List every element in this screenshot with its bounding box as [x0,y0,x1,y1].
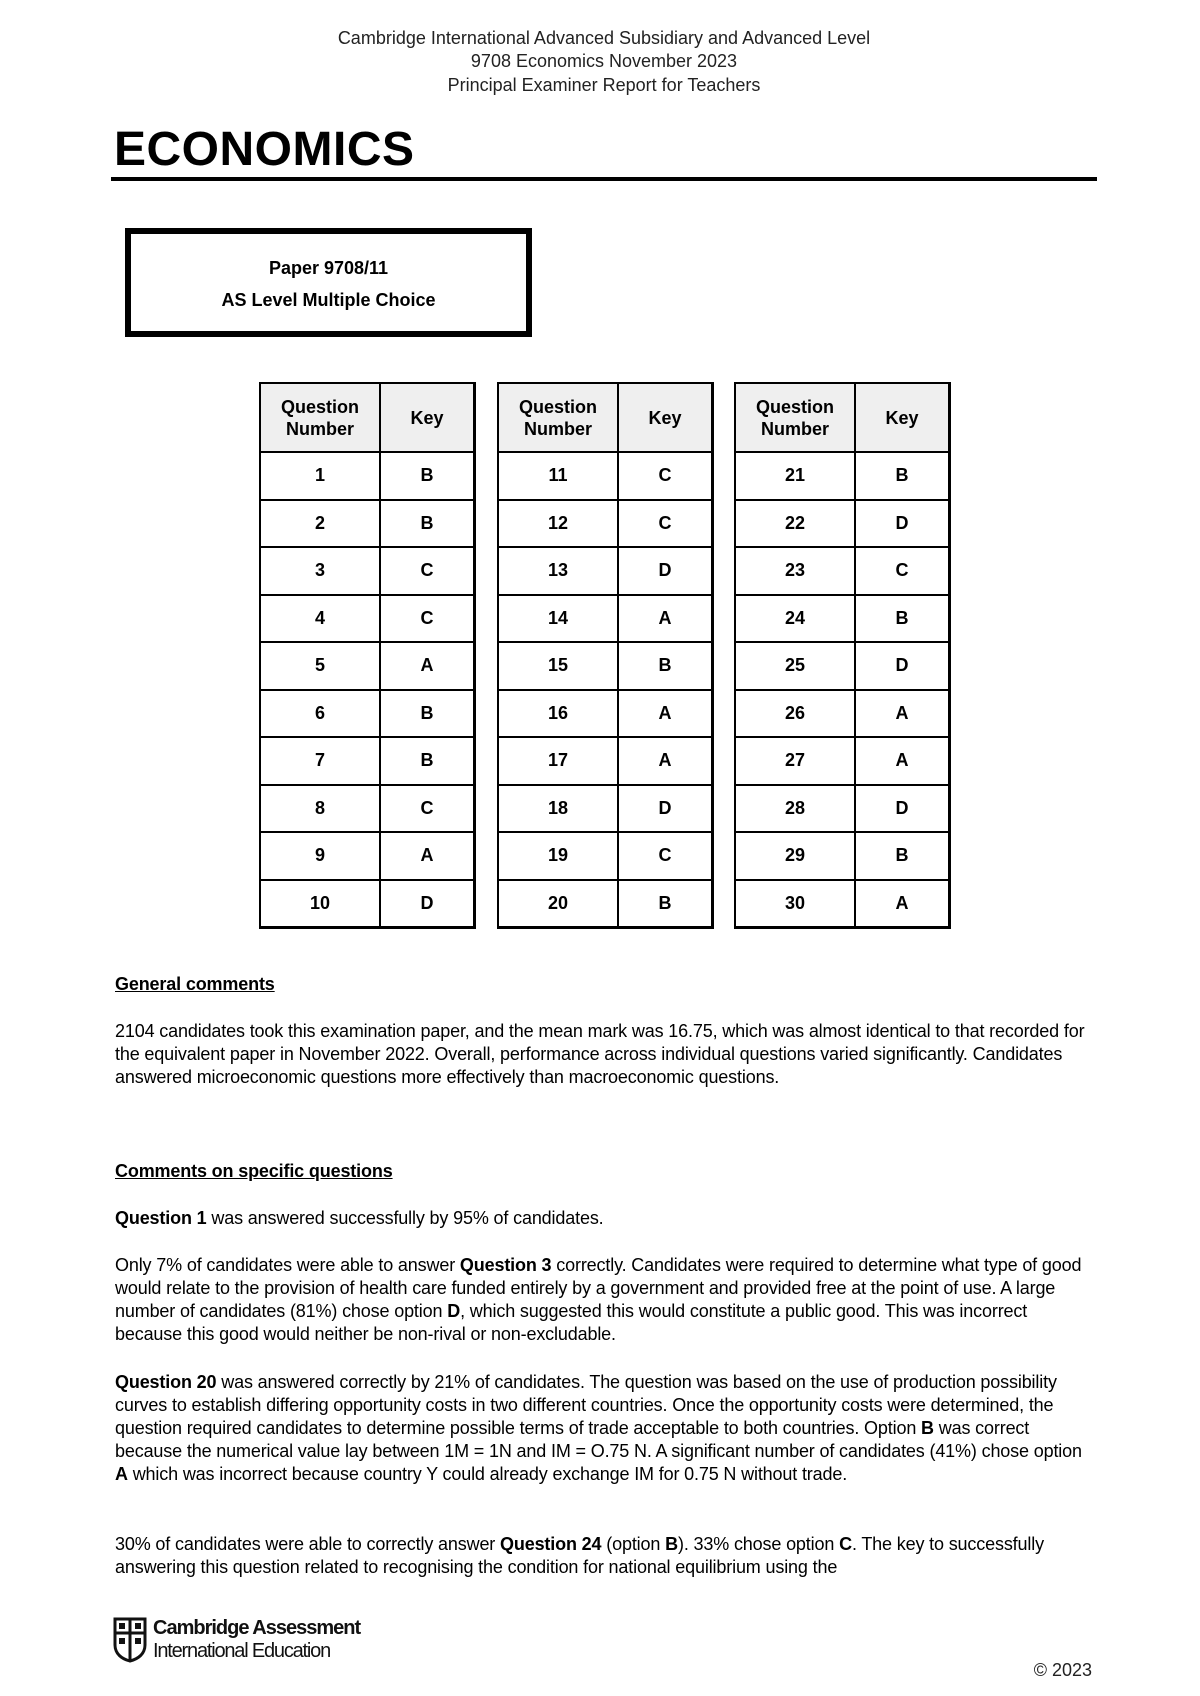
text-segment: was correct because the numerical value lay between 1M = 1N and IM = O.75 N. A significant number of candidates (41%) chose option [115,1418,1082,1461]
page-title: ECONOMICS [114,123,415,176]
crest-icon [113,1617,147,1663]
text-segment: . The key to successfully answering this question related to recognising the condition for national equilibrium using the [115,1534,1044,1577]
answer-key: A [380,642,475,690]
key-header: Key [380,383,475,452]
question-number: 23 [735,547,855,595]
question-number: 27 [735,737,855,785]
bold-text: Question 3 [459,1255,552,1275]
table-row [260,785,475,833]
question-number: 1 [260,452,380,500]
logo-line-2: International Education [153,1640,330,1662]
text-segment: Only 7% of candidates were able to answer [115,1255,460,1275]
text-segment: (option [601,1534,666,1554]
table-row [735,832,950,880]
question-number-header: Question Number [735,383,855,452]
table-row [260,452,475,500]
general-comments-text [115,1020,1085,1089]
key-header: Key [618,383,713,452]
answer-key: B [855,595,950,643]
question-number: 12 [498,500,618,548]
answer-key: B [380,452,475,500]
answer-key: C [618,832,713,880]
answer-key: C [855,547,950,595]
paper-box [125,228,532,337]
answer-key: D [855,500,950,548]
answer-key-table [497,382,714,929]
table-row [735,737,950,785]
answer-key: D [855,642,950,690]
answer-key: A [855,737,950,785]
table-row [735,595,950,643]
logo-line-1: Cambridge Assessment [153,1617,361,1639]
question-number: 7 [260,737,380,785]
question-number: 5 [260,642,380,690]
table-row [735,547,950,595]
table-row [498,547,713,595]
text-segment: 30% of candidates were able to correctly answer [115,1534,501,1554]
table-row [260,547,475,595]
question-number: 24 [735,595,855,643]
answer-key: B [618,880,713,928]
question-number: 20 [498,880,618,928]
table-row [735,880,950,928]
table-row [498,832,713,880]
table-row [498,737,713,785]
answer-key: D [618,547,713,595]
question-number: 19 [498,832,618,880]
bold-text: Question 20 [115,1372,217,1392]
cambridge-logo [113,1617,360,1663]
answer-key: B [380,500,475,548]
answer-key: A [380,832,475,880]
text-segment: , which suggested this would constitute a public good. This was incorrect because this good would neither be non-rival or non-excludable. [115,1301,1028,1344]
answer-key: A [618,595,713,643]
paper-name: AS Level Multiple Choice [221,290,436,310]
answer-key-table [734,382,951,929]
bold-text: C [839,1534,852,1554]
table-row [498,880,713,928]
question-number: 13 [498,547,618,595]
text-segment: which was incorrect because country Y could already exchange IM for 0.75 N without trade. [127,1464,848,1484]
header-line-2: 9708 Economics November 2023 [470,51,738,71]
question-number: 21 [735,452,855,500]
text-segment: was answered correctly by 21% of candidates. The question was based on the use of production possibility curves to establish differing opportunity costs in two different countries. Once the opportunity costs were determined, the question required candidates to determine possible terms of trade acceptable to both countries. Option [115,1372,1057,1438]
question-number: 16 [498,690,618,738]
text-segment: ). 33% chose option [677,1534,840,1554]
answer-key: C [380,595,475,643]
comment-paragraph [115,1207,1085,1230]
bold-text: Question 1 [115,1208,207,1228]
question-number: 25 [735,642,855,690]
question-number: 29 [735,832,855,880]
question-number: 3 [260,547,380,595]
bold-text: B [921,1418,934,1438]
table-row [260,500,475,548]
table-row [260,880,475,928]
table-row [260,832,475,880]
answer-key: C [380,547,475,595]
table-row [735,642,950,690]
table-header [260,383,475,452]
bold-text: Question 24 [500,1534,602,1554]
question-number: 6 [260,690,380,738]
answer-key: B [855,452,950,500]
comment-paragraph [115,1371,1085,1486]
answer-key-table [259,382,476,929]
question-number: 15 [498,642,618,690]
question-number: 18 [498,785,618,833]
answer-key: D [618,785,713,833]
key-header: Key [855,383,950,452]
text-segment: was answered successfully by 95% of candidates. [206,1208,604,1228]
answer-key: C [618,452,713,500]
table-row [498,642,713,690]
copyright: © 2023 [1033,1660,1092,1680]
specific-comments-heading: Comments on specific questions [115,1161,393,1181]
table-row [498,785,713,833]
table-row [260,737,475,785]
table-row [735,785,950,833]
answer-key: A [855,690,950,738]
question-number: 4 [260,595,380,643]
answer-key: C [618,500,713,548]
answer-key: D [380,880,475,928]
table-row [735,452,950,500]
question-number-header: Question Number [498,383,618,452]
table-row [498,500,713,548]
question-number-header: Question Number [260,383,380,452]
question-number: 30 [735,880,855,928]
general-comments-heading: General comments [115,974,275,994]
question-number: 8 [260,785,380,833]
header-line-3: Principal Examiner Report for Teachers [447,75,761,95]
paper-code: Paper 9708/11 [268,258,389,278]
question-number: 9 [260,832,380,880]
answer-key: B [855,832,950,880]
table-row [498,690,713,738]
question-number: 28 [735,785,855,833]
bold-text: D [447,1301,461,1321]
question-number: 11 [498,452,618,500]
table-row [735,690,950,738]
question-number: 2 [260,500,380,548]
table-row [498,595,713,643]
table-row [260,595,475,643]
header-line-1: Cambridge International Advanced Subsidiary and Advanced Level [337,28,871,48]
answer-key: B [380,737,475,785]
table-header [735,383,950,452]
answer-key: B [618,642,713,690]
question-number: 10 [260,880,380,928]
question-number: 17 [498,737,618,785]
table-row [260,690,475,738]
answer-key: A [618,690,713,738]
question-number: 26 [735,690,855,738]
answer-key: B [380,690,475,738]
text-segment: 2104 candidates took this examination paper, and the mean mark was 16.75, which was almost identical to that recorded for the equivalent paper in November 2022. Overall, performance across individual questions varied significantly. Candidates answered microeconomic questions more effectively than macroeconomic questions. [115,1021,1085,1087]
table-row [498,452,713,500]
question-number: 22 [735,500,855,548]
comment-paragraph [115,1254,1085,1346]
answer-key: D [855,785,950,833]
table-row [735,500,950,548]
answer-key: A [618,737,713,785]
table-row [260,642,475,690]
question-number: 14 [498,595,618,643]
table-header [498,383,713,452]
comment-paragraph [115,1533,1085,1579]
text-segment: correctly. Candidates were required to determine what type of good would relate to the provision of health care funded entirely by a government and provided free at the point of use. A large number of candidates (81%) chose option [115,1255,1082,1321]
bold-text: B [665,1534,678,1554]
title-rule [111,177,1097,181]
answer-key: A [855,880,950,928]
answer-key: C [380,785,475,833]
bold-text: A [115,1464,128,1484]
